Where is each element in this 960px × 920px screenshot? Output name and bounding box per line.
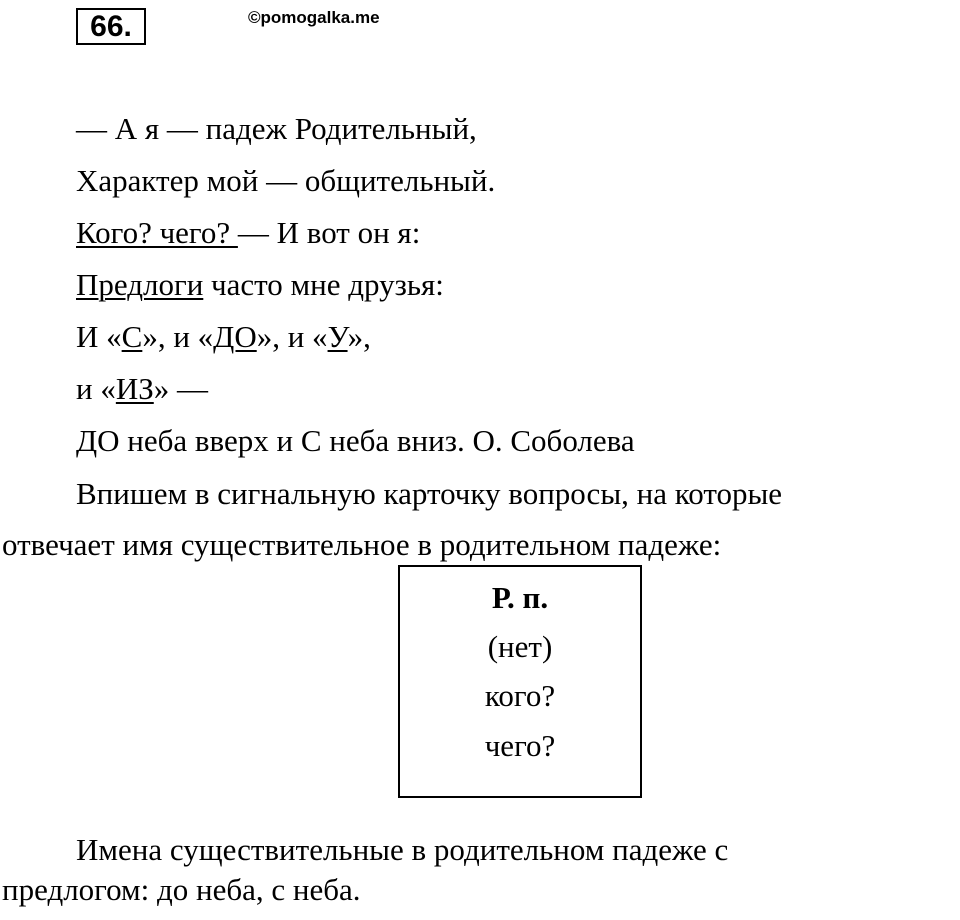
card-question-chego: чего? bbox=[484, 728, 556, 763]
paragraph-2-line-2: предлогом: до неба, с неба. bbox=[2, 872, 361, 907]
poem-line-3-questions: Кого? чего? bbox=[76, 215, 238, 250]
card-title: Р. п. bbox=[491, 580, 549, 615]
paragraph-1-line-2: отвечает имя существительное в родительном падеже: bbox=[2, 527, 722, 562]
preposition-s: С bbox=[121, 319, 143, 354]
paragraph-1-line-1: Впишем в сигнальную карточку вопросы, на которые bbox=[76, 476, 783, 511]
poem-line-5-text: И « bbox=[76, 319, 122, 354]
poem-line-7: ДО неба вверх и С неба вниз. О. Соболева bbox=[76, 423, 635, 458]
signal-card bbox=[398, 565, 642, 798]
card-question-kogo: кого? bbox=[484, 678, 556, 713]
poem-line-1: — А я — падеж Родительный, bbox=[76, 111, 477, 146]
poem-line-3-rest: — И вот он я: bbox=[237, 215, 421, 250]
poem-line-4 bbox=[76, 269, 444, 300]
paragraph-2-line-1: Имена существительные в родительном падеже с bbox=[76, 832, 729, 867]
poem-line-6 bbox=[76, 373, 208, 404]
poem-line-2: Характер мой — общительный. bbox=[76, 163, 496, 198]
poem-line-5-text: », и « bbox=[256, 319, 328, 354]
poem-line-6-text: и « bbox=[76, 371, 116, 406]
preposition-u: У bbox=[327, 319, 348, 354]
poem-line-4-rest: часто мне друзья: bbox=[203, 267, 444, 302]
card-question-net: (нет) bbox=[487, 629, 553, 664]
poem-line-5-text: », bbox=[347, 319, 371, 354]
poem-line-5-text: », и « bbox=[142, 319, 214, 354]
exercise-number: 66. bbox=[76, 8, 146, 45]
poem-line-5 bbox=[76, 321, 371, 352]
watermark: ©pomogalka.me bbox=[248, 8, 380, 27]
poem-line-3 bbox=[76, 217, 420, 248]
preposition-do: ДО bbox=[213, 319, 257, 354]
poem-line-6-text: » — bbox=[153, 371, 209, 406]
poem-line-4-prepositions-word: Предлоги bbox=[76, 267, 204, 302]
preposition-iz: ИЗ bbox=[115, 371, 154, 406]
